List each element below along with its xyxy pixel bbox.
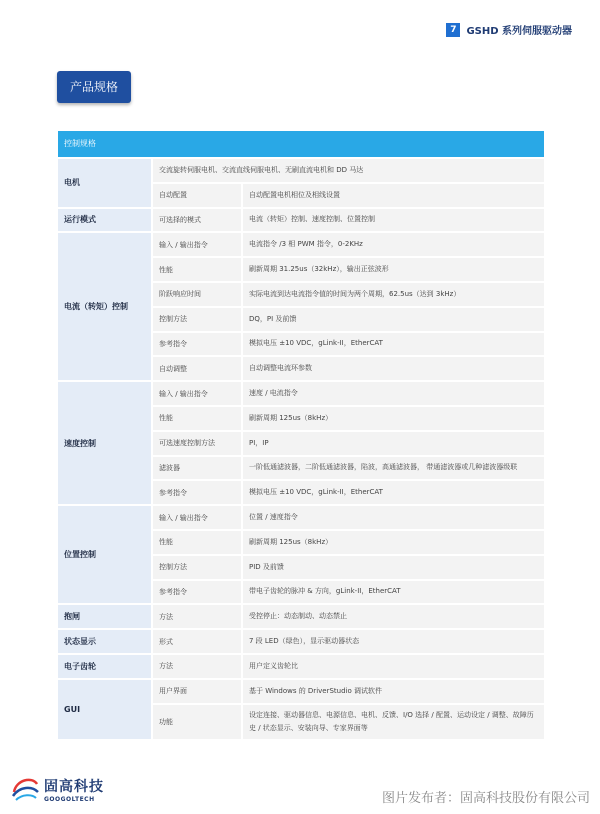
table-row bbox=[153, 457, 544, 480]
spec-value: 速度 / 电流指令 bbox=[241, 382, 544, 405]
company-logo bbox=[10, 774, 104, 804]
table-row bbox=[153, 283, 544, 306]
spec-key: 滤波器 bbox=[159, 463, 180, 472]
spec-key: 参考指令 bbox=[159, 488, 187, 497]
spec-value: 刷新周期 125us（8kHz） bbox=[241, 531, 544, 554]
spec-group bbox=[58, 506, 544, 603]
publisher-caption: 图片发布者：固高科技股份有限公司 bbox=[381, 791, 590, 806]
spec-key: 功能 bbox=[159, 717, 173, 726]
spec-group-label: 电流（转矩）控制 bbox=[58, 233, 151, 380]
table-body bbox=[58, 159, 544, 739]
spec-key: 自动调整 bbox=[159, 364, 187, 373]
spec-group-label: 位置控制 bbox=[58, 506, 151, 603]
spec-key: 方法 bbox=[159, 612, 173, 621]
spec-group bbox=[58, 159, 544, 207]
spec-value: 刷新周期 31.25us（32kHz），输出正弦波形 bbox=[241, 258, 544, 281]
spec-key: 方法 bbox=[159, 662, 173, 671]
table-row bbox=[153, 630, 544, 653]
table-row bbox=[153, 705, 544, 739]
table-row bbox=[153, 333, 544, 356]
table-row bbox=[153, 258, 544, 281]
spec-group-label: 状态显示 bbox=[58, 630, 151, 653]
spec-value: 实际电流到达电流指令值的时间为两个周期，62.5us（达到 3kHz） bbox=[241, 283, 544, 306]
spec-value: 基于 Windows 的 DriverStudio 调试软件 bbox=[241, 680, 544, 703]
spec-group bbox=[58, 233, 544, 380]
spec-key: 输入 / 输出指令 bbox=[159, 513, 208, 522]
table-row bbox=[153, 209, 544, 232]
spec-key: 形式 bbox=[159, 637, 173, 646]
spec-group bbox=[58, 209, 544, 232]
spec-key: 自动配置 bbox=[159, 191, 187, 200]
spec-key: 参考指令 bbox=[159, 339, 187, 348]
table-row bbox=[153, 407, 544, 430]
spec-group-label: 电子齿轮 bbox=[58, 655, 151, 678]
spec-key: 控制方法 bbox=[159, 315, 187, 324]
spec-key: 性能 bbox=[159, 265, 173, 274]
table-row bbox=[153, 432, 544, 455]
table-row bbox=[153, 581, 544, 604]
spec-value: 带电子齿轮的脉冲 & 方向，gLink-II，EtherCAT bbox=[241, 581, 544, 604]
spec-value: 刷新周期 125us（8kHz） bbox=[241, 407, 544, 430]
spec-key: 输入 / 输出指令 bbox=[159, 389, 208, 398]
spec-value: 交流旋转伺服电机、交流直线伺服电机、无刷直流电机和 DD 马达 bbox=[159, 166, 364, 175]
spec-table bbox=[58, 131, 544, 739]
table-row bbox=[153, 605, 544, 628]
logo-name-en: GOOGOLTECH bbox=[44, 795, 95, 803]
spec-group bbox=[58, 655, 544, 678]
spec-key: 性能 bbox=[159, 538, 173, 547]
table-row bbox=[153, 531, 544, 554]
spec-value: 模拟电压 ±10 VDC，gLink-II，EtherCAT bbox=[241, 481, 544, 504]
spec-key: 可选速度控制方法 bbox=[159, 439, 215, 448]
spec-group bbox=[58, 382, 544, 504]
table-header: 控制规格 bbox=[58, 131, 544, 157]
page-header bbox=[446, 22, 572, 37]
logo-mark-icon bbox=[10, 774, 40, 804]
spec-group-label: 运行模式 bbox=[58, 209, 151, 232]
section-title: 产品规格 bbox=[57, 71, 131, 103]
spec-group-label: GUI bbox=[58, 680, 151, 739]
spec-value: 模拟电压 ±10 VDC，gLink-II，EtherCAT bbox=[241, 333, 544, 356]
spec-value: 自动调整电流环参数 bbox=[241, 357, 544, 380]
spec-key: 控制方法 bbox=[159, 563, 187, 572]
spec-key: 阶跃响应时间 bbox=[159, 290, 201, 299]
spec-value: 设定连接、驱动器信息、电源信息、电机、反馈、I/O 选择 / 配置、运动设定 / 调整、故障历史 / 状态显示、安装向导、专家界面等 bbox=[241, 705, 544, 739]
spec-group-label: 抱闸 bbox=[58, 605, 151, 628]
spec-value: PID 及前馈 bbox=[241, 556, 544, 579]
table-row bbox=[153, 506, 544, 529]
table-row bbox=[153, 556, 544, 579]
spec-group bbox=[58, 605, 544, 628]
spec-key: 输入 / 输出指令 bbox=[159, 240, 208, 249]
spec-group-label: 速度控制 bbox=[58, 382, 151, 504]
spec-group bbox=[58, 630, 544, 653]
spec-value: 电流指令 /3 相 PWM 指令，0-2KHz bbox=[241, 233, 544, 256]
table-row bbox=[153, 233, 544, 256]
spec-value: 自动配置电机相位及相线设置 bbox=[241, 184, 544, 207]
spec-value: 用户定义齿轮比 bbox=[241, 655, 544, 678]
spec-value: 电流（转矩）控制、速度控制、位置控制 bbox=[241, 209, 544, 232]
spec-group-label: 电机 bbox=[58, 159, 151, 207]
table-row bbox=[153, 382, 544, 405]
spec-key: 可选择的模式 bbox=[159, 215, 201, 224]
spec-key: 用户界面 bbox=[159, 687, 187, 696]
table-row bbox=[153, 184, 544, 207]
table-row bbox=[153, 481, 544, 504]
spec-group bbox=[58, 680, 544, 739]
spec-key: 参考指令 bbox=[159, 587, 187, 596]
table-row bbox=[153, 655, 544, 678]
spec-value: 受控停止：动态制动、动态禁止 bbox=[241, 605, 544, 628]
table-row bbox=[153, 308, 544, 331]
table-row bbox=[153, 357, 544, 380]
table-row bbox=[153, 159, 544, 182]
spec-value: 7 段 LED（绿色），显示驱动器状态 bbox=[241, 630, 544, 653]
spec-value: 一阶低通滤波器，二阶低通滤波器，陷波，高通滤波器， 带通滤波器或几种滤波器级联 bbox=[241, 457, 544, 480]
table-row bbox=[153, 680, 544, 703]
logo-name-cn: 固高科技 bbox=[44, 778, 104, 795]
page-number: 7 bbox=[446, 23, 460, 37]
spec-value: DQ，PI 及前馈 bbox=[241, 308, 544, 331]
spec-value: 位置 / 速度指令 bbox=[241, 506, 544, 529]
spec-key: 性能 bbox=[159, 414, 173, 423]
document-title: GSHD 系列伺服驱动器 bbox=[466, 26, 572, 37]
spec-value: PI，IP bbox=[241, 432, 544, 455]
